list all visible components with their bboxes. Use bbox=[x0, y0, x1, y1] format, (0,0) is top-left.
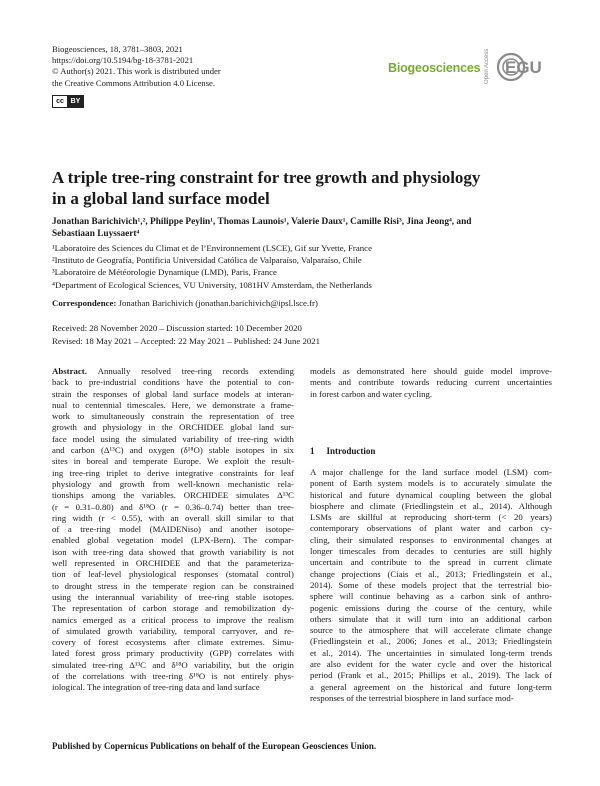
intro-line: LSMs are skillful at reproducing short-term (< 20 years) bbox=[310, 512, 552, 523]
affiliation: ¹Laboratoire des Sciences du Climat et de l’Environnement (LSCE), Gif sur Yvette, France bbox=[52, 243, 372, 253]
affiliation: ²Instituto de Geografía, Pontificia Universidad Católica de Valparaíso, Valparaíso, Chile bbox=[52, 255, 362, 266]
egu-logo bbox=[497, 49, 547, 85]
correspondence-label: Correspondence: bbox=[52, 298, 117, 308]
authors-line: Sebastiaan Luyssaert⁴ bbox=[52, 229, 140, 239]
intro-line: uncertain and contribute to the spread in current climate bbox=[310, 557, 552, 568]
intro-line: biosphere and climate (Friedlingstein et al., 2014). Although bbox=[310, 500, 552, 511]
intro-line: ponent of Earth system models is to accurately simulate the bbox=[310, 478, 552, 489]
intro-line: (Friedlingstein et al., 2006; Jones et al., 2013; Friedlingstein bbox=[310, 636, 552, 647]
copyright-line-1: © Author(s) 2021. This work is distributed under bbox=[52, 66, 221, 77]
abstract-line: growth and physiology in the ORCHIDEE global land sur- bbox=[52, 422, 294, 433]
abstract-line: using the interannual variability of tree-ring stable isotopes. bbox=[52, 591, 294, 602]
journal-logo-text: Biogeosciences bbox=[388, 61, 481, 75]
doi-link[interactable]: https://doi.org/10.5194/bg-18-3781-2021 bbox=[52, 55, 194, 66]
intro-line: pogenic emissions during the course of the century, while bbox=[310, 602, 552, 613]
intro-line: et al., 2014). The uncertainties in simulated long-term trends bbox=[310, 647, 552, 658]
intro-line: period (Frank et al., 2015; Phillips et al., 2019). The lack of bbox=[310, 670, 552, 681]
abstract-line: of a tree-ring model (MAIDENiso) and another isotope- bbox=[52, 524, 294, 535]
abstract-line: to drought stress in the temperate region can be constrained bbox=[52, 580, 294, 591]
author-list bbox=[52, 216, 552, 240]
intro-line: are also evident for the water cycle and over the historical bbox=[310, 659, 552, 670]
section-number: 1 bbox=[310, 446, 315, 456]
abstract-line: iological. The integration of tree-ring data and land surface bbox=[52, 682, 260, 693]
abstract-line: and carbon (Δ¹³C) and oxygen (δ¹⁸O) stable isotopes in six bbox=[52, 445, 294, 456]
intro-line: A major challenge for the land surface model (LSM) com- bbox=[310, 467, 552, 477]
abstract-line: ing tree-ring triplet to derive integrative constraints for leaf bbox=[52, 467, 294, 478]
affiliation: ⁴Department of Ecological Sciences, VU University, 1081HV Amsterdam, the Netherlands bbox=[52, 279, 372, 290]
affiliations bbox=[52, 242, 372, 291]
abstract-line: nual to centennial timescales. Here, we demonstrate a frame- bbox=[52, 399, 294, 410]
abstract-line: (r = 0.31–0.80) and δ¹⁸O (r = 0.36–0.74) better than tree- bbox=[52, 501, 294, 512]
title-line: in a global land surface model bbox=[52, 189, 270, 208]
dates-line: Revised: 18 May 2021 – Accepted: 22 May 2021 – Published: 24 June 2021 bbox=[52, 335, 321, 346]
abstract-line: covery of forest ecosystems after climate extremes. Simu- bbox=[52, 637, 294, 648]
abstract-line: namics emerged as a critical process to improve the realism bbox=[52, 614, 294, 625]
abstract-line: in forest carbon and water cycling. bbox=[310, 388, 433, 399]
affiliation: ³Laboratoire de Météorologie Dynamique (LMD), Paris, France bbox=[52, 267, 277, 278]
copyright-line-2: the Creative Commons Attribution 4.0 License. bbox=[52, 77, 216, 88]
paper-title bbox=[52, 167, 552, 209]
egu-logo-text: EGU bbox=[505, 58, 542, 77]
intro-line: others simulate that it will turn into an additional carbon bbox=[310, 613, 552, 624]
intro-line: contemporary observations of plant water and carbon cy- bbox=[310, 523, 552, 534]
abstract-line: enabled global vegetation model (LPX-Bern). The compar- bbox=[52, 535, 294, 546]
abstract-line: face model using the simulated variability of tree-ring width bbox=[52, 433, 294, 444]
abstract-line: The representation of carbon storage and remobilization dy- bbox=[52, 603, 294, 614]
abstract-line: of simulated growth variability, temporal carryover, and re- bbox=[52, 625, 294, 636]
abstract-line: well represented in ORCHIDEE and that the parameteriza- bbox=[52, 558, 294, 569]
publication-dates bbox=[52, 322, 320, 347]
abstract bbox=[52, 366, 294, 694]
intro-line: longer timescales from decades to centuries are still highly bbox=[310, 546, 552, 557]
intro-line: a general agreement on the historical and future long-term bbox=[310, 681, 552, 692]
intro-line: cling, their simulated responses to environmental changes at bbox=[310, 534, 552, 545]
publisher-footer: Published by Copernicus Publications on behalf of the European Geosciences Union. bbox=[52, 741, 377, 751]
intro-line: sphere will continue behaving as a carbon sink of anthro- bbox=[310, 591, 552, 602]
intro-line: responses of the terrestrial biosphere in land surface mod- bbox=[310, 692, 514, 703]
correspondence bbox=[52, 298, 318, 308]
dates-line: Received: 28 November 2020 – Discussion started: 10 December 2020 bbox=[52, 323, 302, 333]
abstract-line: physiology and growth from well-known mechanistic rela- bbox=[52, 478, 294, 489]
abstract-continuation bbox=[310, 366, 552, 400]
abstract-line: Abstract. Annually resolved tree-ring records extending bbox=[52, 366, 294, 376]
citation: Biogeosciences, 18, 3781–3803, 2021 bbox=[52, 44, 183, 54]
abstract-line: back to pre-industrial conditions have the potential to con- bbox=[52, 377, 294, 388]
abstract-line: work to simultaneously constrain the representation of tree bbox=[52, 411, 294, 422]
section-title: Introduction bbox=[326, 446, 376, 456]
by-icon: BY bbox=[68, 96, 83, 107]
intro-line: historical and future dynamical coupling between the global bbox=[310, 489, 552, 500]
abstract-line: ments and contribute towards reducing current uncertainties bbox=[310, 377, 552, 388]
intro-line: source to the atmosphere that will accelerate climate change bbox=[310, 625, 552, 636]
abstract-line: lated forest gross primary productivity (GPP) correlates with bbox=[52, 648, 294, 659]
abstract-line: sites in boreal and temperate Europe. We exploit the result- bbox=[52, 456, 294, 467]
abstract-line: simulated tree-ring Δ¹³C and δ¹⁸O variability, but the origin bbox=[52, 659, 294, 670]
abstract-line: ison with tree-ring data showed that growth variability is not bbox=[52, 546, 294, 557]
correspondence-email[interactable]: Jonathan Barichivich (jonathan.barichivich@ipsl.lsce.fr) bbox=[118, 298, 318, 308]
open-access-label: Open Access bbox=[484, 48, 490, 84]
abstract-line: of the correlations with tree-ring δ¹⁸O is not entirely phys- bbox=[52, 671, 294, 682]
introduction-text bbox=[310, 467, 552, 704]
abstract-line: strain the responses of global land surface models at interan- bbox=[52, 388, 294, 399]
citation-block bbox=[52, 44, 221, 89]
intro-line: 2014). Some of these models project that the terrestrial bio- bbox=[310, 579, 552, 590]
abstract-line: tion of leaf-level physiological responses (stomatal control) bbox=[52, 569, 294, 580]
abstract-line: models as demonstrated here should guide model improve- bbox=[310, 366, 552, 376]
section-heading bbox=[310, 446, 387, 456]
title-line: A triple tree-ring constraint for tree growth and physiology bbox=[52, 168, 481, 187]
abstract-line: ring width (r < 0.55), with an overall skill similar to that bbox=[52, 512, 294, 523]
abstract-line: tionships among the variables. ORCHIDEE simulates Δ¹³C bbox=[52, 490, 294, 501]
authors-line: Jonathan Barichivich¹,², Philippe Peylin¹, Thomas Launois¹, Valerie Daux¹, Camille Risi³, Jina Jeong⁴, and bbox=[52, 217, 472, 227]
cc-by-license-badge[interactable] bbox=[52, 95, 84, 108]
cc-icon: cc bbox=[53, 96, 68, 107]
intro-line: change projections (Ciais et al., 2013; Friedlingstein et al., bbox=[310, 568, 552, 579]
